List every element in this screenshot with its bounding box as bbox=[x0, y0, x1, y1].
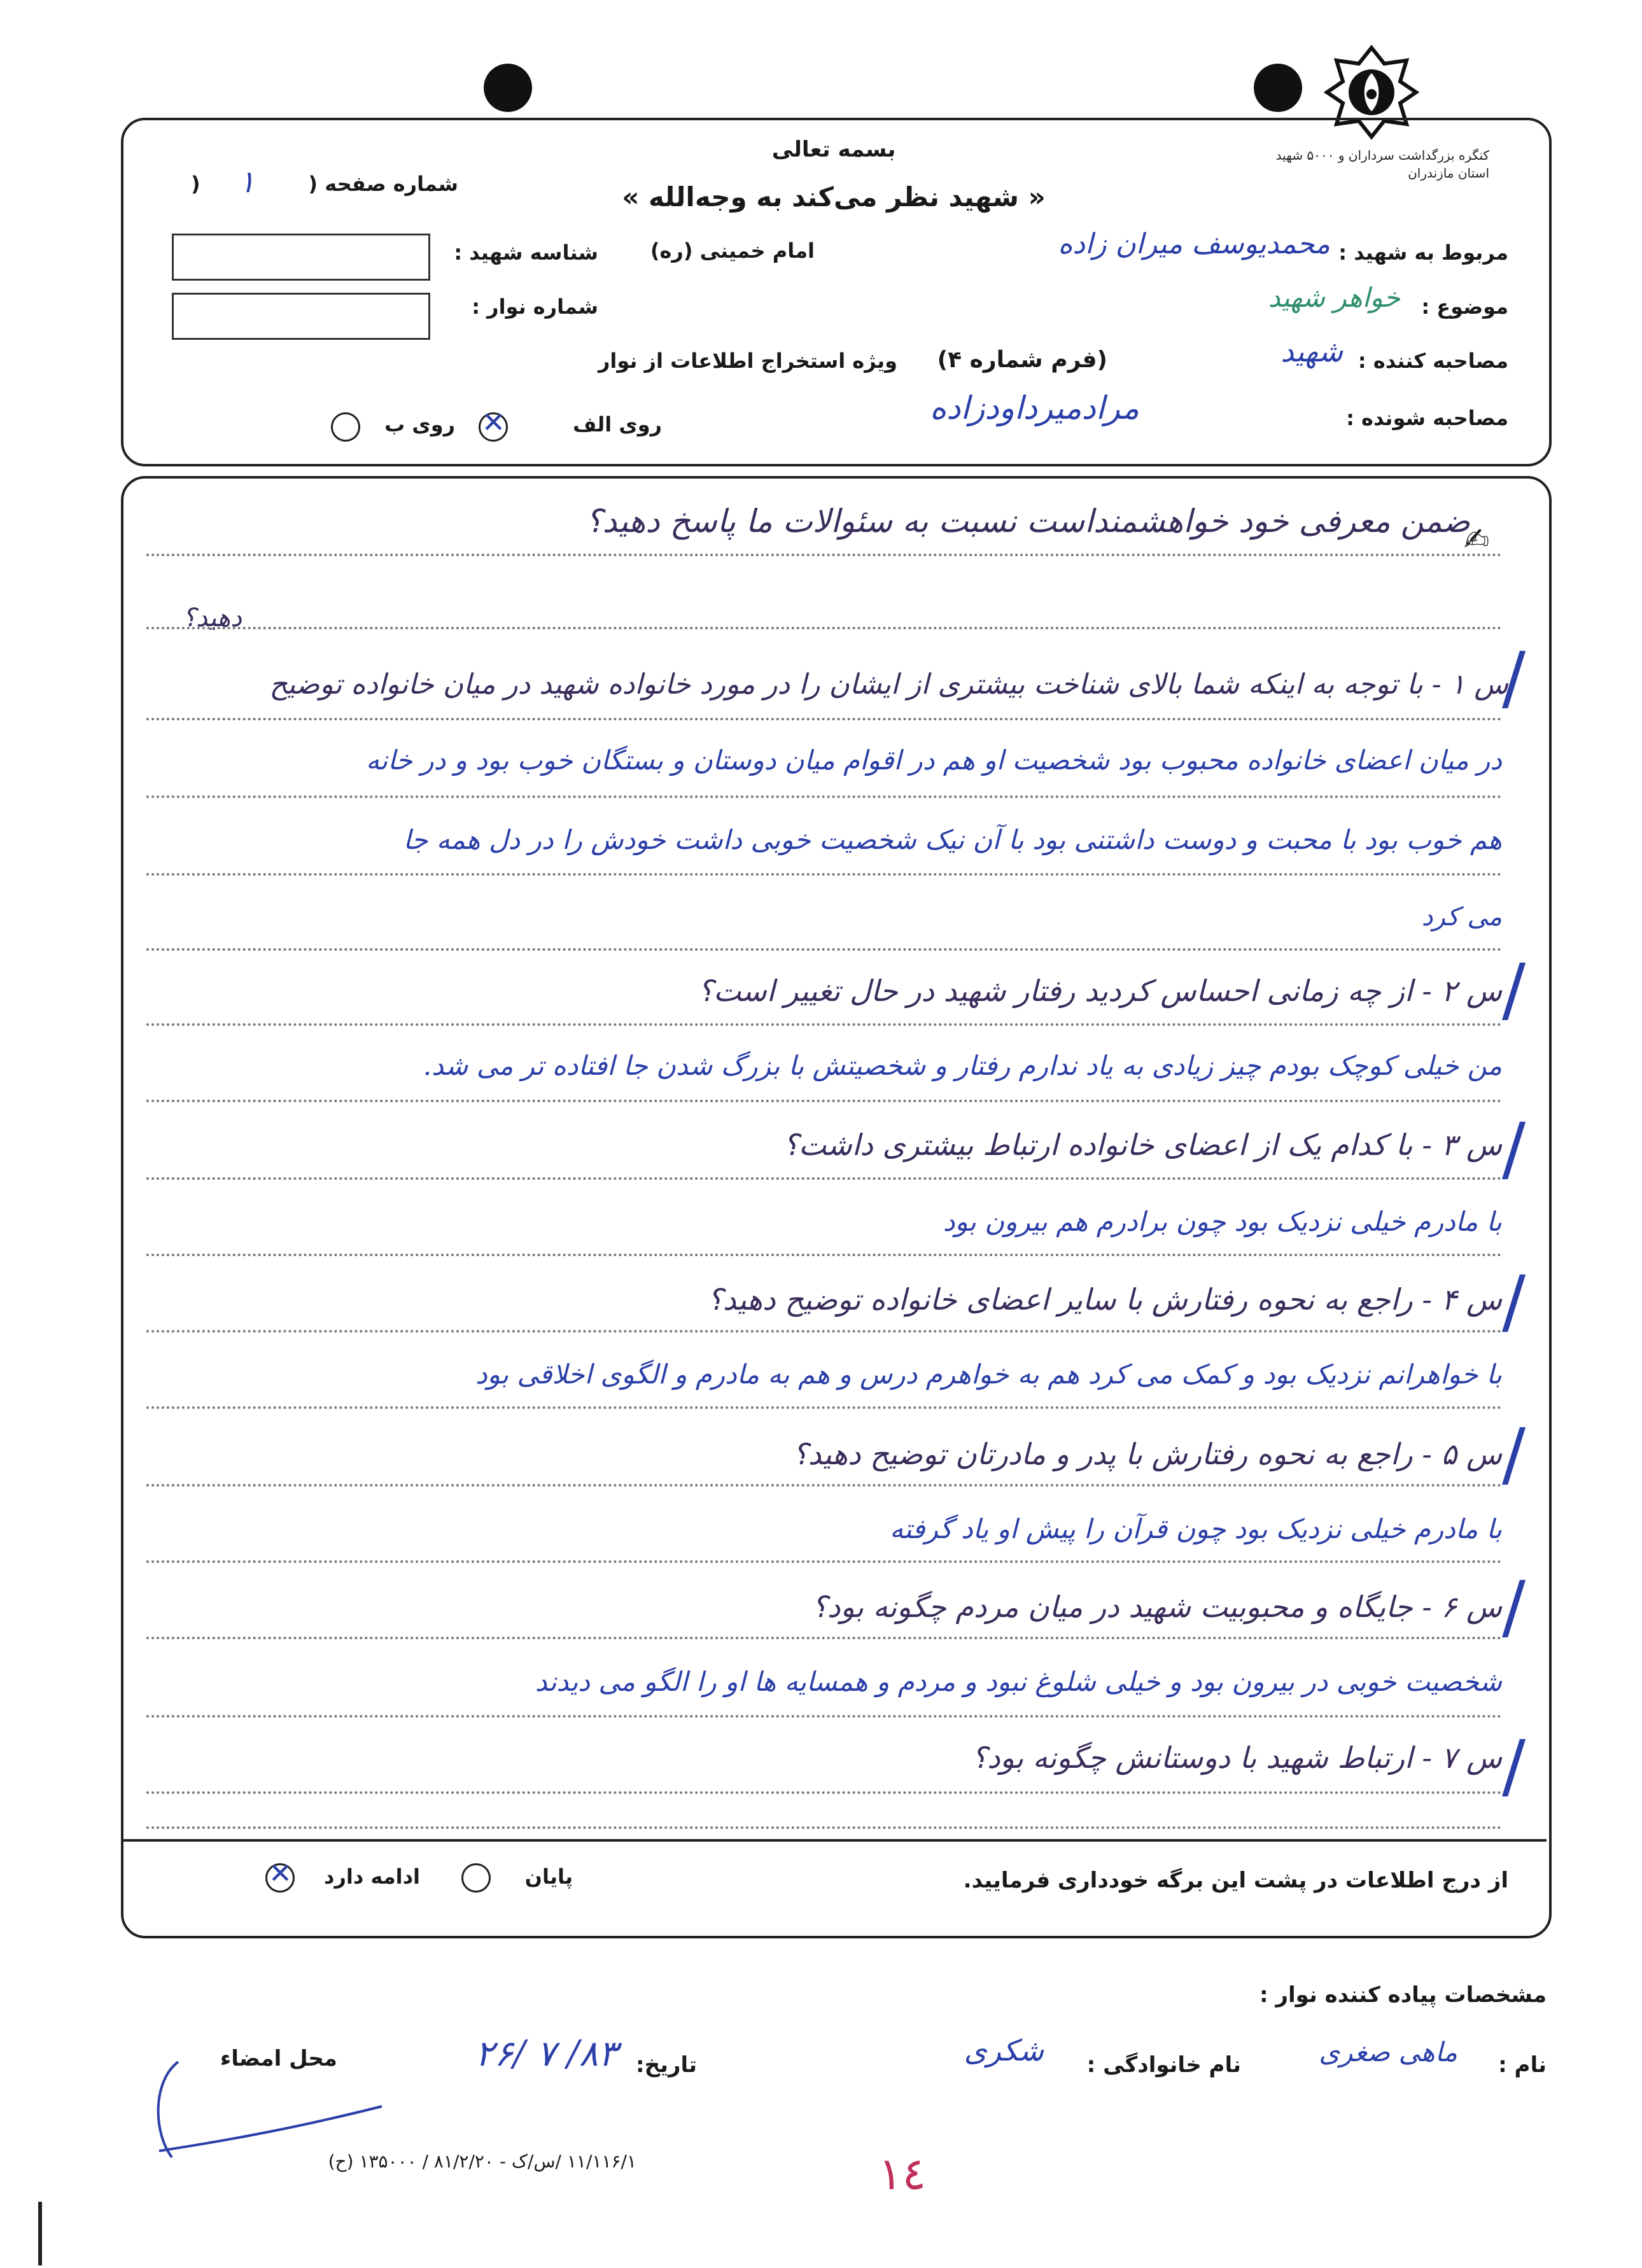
interviewee-label: مصاحبه شونده : bbox=[1346, 406, 1508, 430]
a3-text: با مادرم خیلی نزدیک بود چون برادرم هم بیرون بود bbox=[943, 1206, 1502, 1237]
check-mark-4: / bbox=[1502, 1261, 1526, 1342]
a1-line-1: در میان اعضای خانواده محبوب بود شخصیت او هم در اقوام میان دوستان و بستگان خوب بود و در خانه bbox=[366, 745, 1502, 776]
q4-text: س ۴ - راجع به نحوه رفتارش با سایر اعضای خانواده توضیح دهید؟ bbox=[707, 1282, 1502, 1317]
line-10 bbox=[146, 1254, 1502, 1256]
line-14 bbox=[146, 1560, 1502, 1563]
a5-text: با مادرم خیلی نزدیک بود چون قرآن را پیش او یاد گرفته bbox=[890, 1513, 1502, 1544]
line-3 bbox=[146, 718, 1502, 720]
transcriber-heading: مشخصات پیاده کننده نوار : bbox=[1259, 1982, 1547, 2008]
line-4 bbox=[146, 795, 1502, 798]
subject-value: خواهر شهید bbox=[1268, 282, 1400, 313]
a2-text: من خیلی کوچک بودم چیز زیادی به یاد ندارم رفتار و شخصیتش با بزرگ شدن جا افتاده تر می شد. bbox=[423, 1050, 1502, 1081]
check-mark-5: / bbox=[1502, 1413, 1526, 1495]
scan-edge bbox=[38, 2202, 42, 2265]
page-mark: ١٤ bbox=[878, 2148, 927, 2200]
form-number: (فرم شماره ۴) bbox=[937, 347, 1107, 373]
name-value: ماهی صغری bbox=[1319, 2036, 1457, 2068]
binder-hole-left bbox=[484, 64, 532, 112]
check-mark-2: / bbox=[1502, 949, 1526, 1030]
q1-text: س ۱ - با توجه به اینکه شما بالای شناخت بیشتری از ایشان را در مورد خانواده شهید در میان خانواده توضیح bbox=[269, 668, 1508, 701]
line-13 bbox=[146, 1484, 1502, 1487]
form-description: ویژه استخراج اطلاعات از نوار bbox=[598, 349, 897, 373]
page-number-close: ) bbox=[191, 172, 200, 196]
notice-text: از درج اطلاعات در پشت این برگه خودداری فرمایید. bbox=[963, 1868, 1508, 1893]
line-5 bbox=[146, 873, 1502, 876]
q3-text: س ۳ - با کدام یک از اعضای خانواده ارتباط بیشتری داشت؟ bbox=[783, 1128, 1502, 1162]
side-b-radio[interactable] bbox=[331, 412, 360, 442]
q1-prefix: دهید؟ bbox=[182, 603, 242, 633]
interviewee-value: مرادمیرداودزاده bbox=[929, 389, 1139, 426]
q2-text: س ۲ - از چه زمانی احساس کردید رفتار شهید در حال تغییر است؟ bbox=[698, 974, 1502, 1008]
line-16 bbox=[146, 1715, 1502, 1718]
check-mark-1: / bbox=[1502, 637, 1526, 718]
organization-text: کنگره بزرگداشت سرداران و ۵۰۰۰ شهید استان مازندران bbox=[1275, 148, 1489, 181]
line-2 bbox=[146, 627, 1502, 629]
line-17 bbox=[146, 1791, 1502, 1794]
check-mark-7: / bbox=[1502, 1725, 1526, 1807]
family-label: نام خانوادگی : bbox=[1086, 2052, 1241, 2078]
line-8 bbox=[146, 1100, 1502, 1102]
martyr-label: مربوط به شهید : bbox=[1338, 241, 1508, 265]
subject-label: موضوع : bbox=[1421, 295, 1508, 319]
name-label: نام : bbox=[1498, 2052, 1547, 2078]
signature-label: محل امضاء bbox=[220, 2046, 337, 2071]
a4-text: با خواهرانم نزدیک بود و کمک می کرد هم به خواهرم درس و هم به مادرم و الگوی اخلاقی بود bbox=[475, 1359, 1502, 1390]
line-7 bbox=[146, 1023, 1502, 1026]
martyr-id-field[interactable] bbox=[172, 234, 430, 281]
pen-icon: ✍ bbox=[1464, 522, 1490, 557]
intro-text: ضمن معرفی خود خواهشمنداست نسبت به سئوالات ما پاسخ دهید؟ bbox=[586, 503, 1470, 540]
q6-text: س ۶ - جایگاه و محبوبیت شهید در میان مردم چگونه بود؟ bbox=[811, 1590, 1502, 1624]
line-11 bbox=[146, 1330, 1502, 1333]
end-radio[interactable] bbox=[461, 1863, 491, 1893]
check-mark-6: / bbox=[1502, 1566, 1526, 1648]
page-number-label: شماره صفحه ( bbox=[308, 172, 458, 196]
martyr-id-label: شناسه شهید : bbox=[454, 241, 598, 265]
bismillah: بسمه تعالی bbox=[771, 137, 896, 162]
line-9 bbox=[146, 1177, 1502, 1180]
q7-text: س ۷ - ارتباط شهید با دوستانش چگونه بود؟ bbox=[971, 1740, 1502, 1775]
line-1 bbox=[146, 554, 1502, 556]
end-label: پایان bbox=[524, 1865, 573, 1889]
date-value: ۸۳/ ۷ /۲۶ bbox=[475, 2033, 617, 2075]
a1-line-2: هم خوب بود با محبت و دوست داشتنی بود با آن نیک شخصیت خوبی داشت خودش را در دل همه جا bbox=[403, 824, 1502, 855]
q5-text: س ۵ - راجع به نحوه رفتارش با پدر و مادرتان توضیح دهید؟ bbox=[792, 1437, 1502, 1471]
binder-hole-right bbox=[1254, 64, 1302, 112]
page-number-value: ١ bbox=[239, 164, 255, 200]
interviewer-label: مصاحبه کننده : bbox=[1358, 349, 1508, 373]
date-label: تاریخ: bbox=[636, 2052, 697, 2078]
line-12 bbox=[146, 1406, 1502, 1409]
interviewer-value: شهید bbox=[1281, 334, 1343, 368]
family-value: شکری bbox=[964, 2033, 1044, 2068]
side-a-label: روی الف bbox=[573, 412, 662, 437]
line-6 bbox=[146, 948, 1502, 951]
check-mark-3: / bbox=[1502, 1108, 1526, 1189]
form-code: ۱۱/۱۱۶/۱ /س/ک - ۸۱/۲/۲۰ / ۱۳۵۰۰۰ (ح) bbox=[328, 2151, 636, 2172]
side-b-label: روی ب bbox=[384, 412, 455, 437]
tape-number-field[interactable] bbox=[172, 293, 430, 340]
martyr-value: محمدیوسف میران زاده bbox=[1058, 228, 1330, 260]
a6-text: شخصیت خوبی در بیرون بود و خیلی شلوغ نبود و مردم و همسایه ها او را الگو می دیدند bbox=[535, 1666, 1502, 1697]
tape-no-label: شماره نوار : bbox=[472, 295, 598, 319]
line-15 bbox=[146, 1637, 1502, 1639]
quote-source: امام خمینی (ره) bbox=[650, 239, 815, 263]
continue-label: ادامه دارد bbox=[324, 1865, 420, 1889]
form-title: « شهید نظر می‌کند به وجه‌الله » bbox=[622, 181, 1046, 213]
signature-mark bbox=[115, 2055, 401, 2164]
side-a-radio[interactable] bbox=[479, 412, 508, 442]
a1-line-3: می کرد bbox=[1421, 902, 1502, 932]
continue-radio[interactable] bbox=[265, 1863, 295, 1893]
footer-divider bbox=[123, 1839, 1547, 1842]
line-18 bbox=[146, 1826, 1502, 1829]
